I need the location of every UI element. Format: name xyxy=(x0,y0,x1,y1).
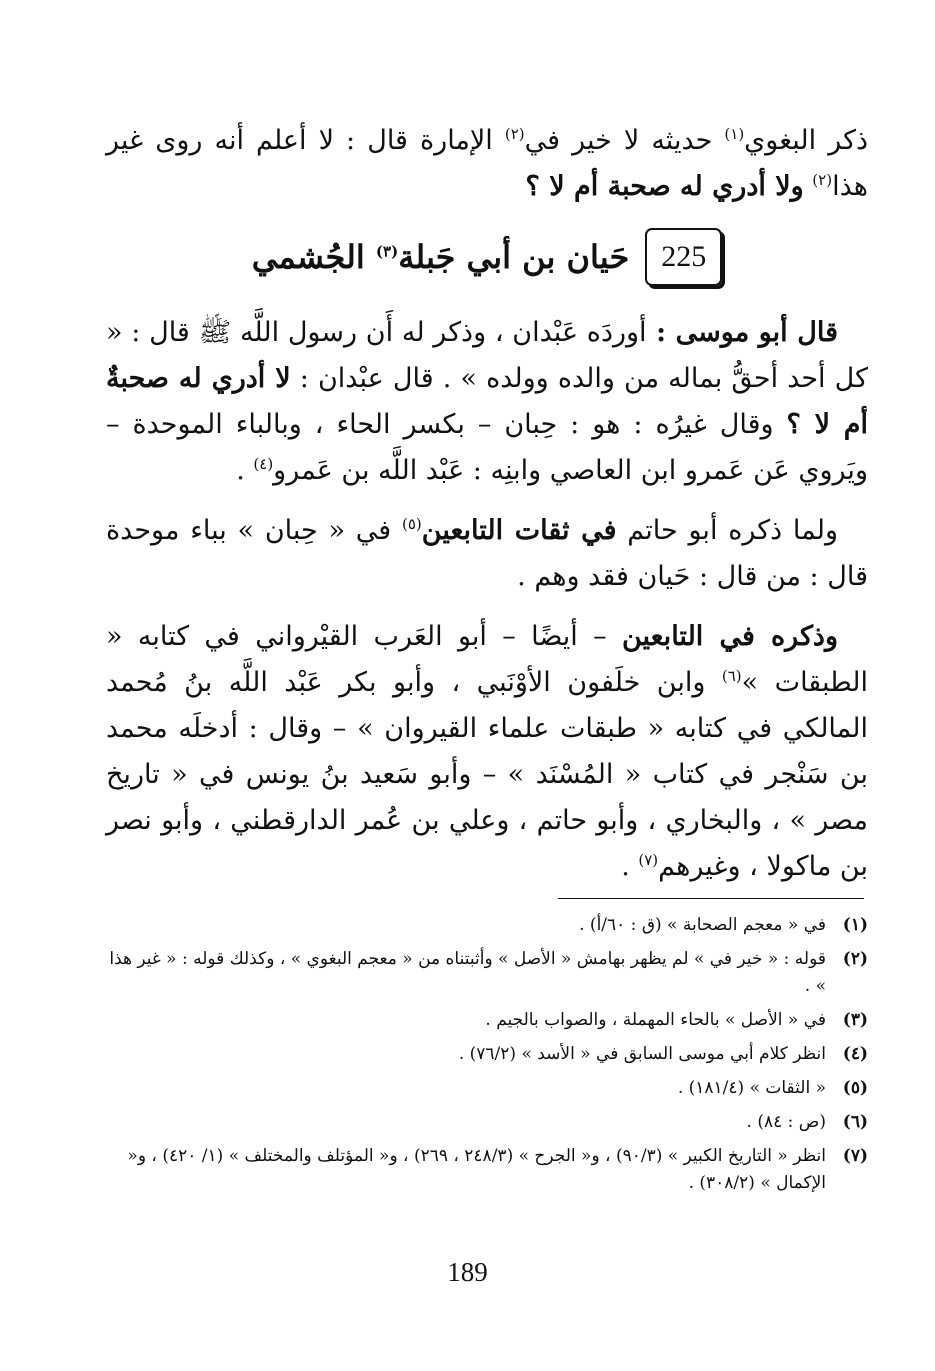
footnote xyxy=(106,1041,868,1068)
intro-text-2: حديثه لا خير في xyxy=(524,125,725,156)
p2-text-a: ولما ذكره أبو حاتم xyxy=(616,515,839,546)
p1-end: . xyxy=(236,455,254,486)
footnotes xyxy=(106,912,868,1204)
footnote xyxy=(106,1109,868,1136)
footnote xyxy=(106,946,868,1000)
paragraph-2 xyxy=(106,508,868,600)
footnote xyxy=(106,1007,868,1034)
footnote-ref-3: (٣) xyxy=(375,242,399,261)
p1-bold: قال أبو موسى : xyxy=(646,317,838,348)
paragraph-1 xyxy=(106,310,868,494)
footnote-text: انظر كلام أبي موسى السابق في « الأسد » (٧٦/٢) . xyxy=(458,1044,826,1064)
footnote-number: (٢) xyxy=(842,949,868,969)
footnote-text: (ص : ٨٤) . xyxy=(746,1112,826,1132)
footnote-divider xyxy=(558,898,864,899)
footnote-number: (٧) xyxy=(842,1146,868,1166)
footnote-text: في « معجم الصحابة » (ق : ٦٠/أ) . xyxy=(579,915,826,935)
footnote-ref-6: (٦) xyxy=(721,667,742,685)
p3-bold: وذكره في التابعين xyxy=(621,621,838,652)
footnote-number: (٥) xyxy=(842,1078,868,1098)
footnote-text: في « الأصل » بالحاء المهملة ، والصواب بالجيم . xyxy=(485,1010,826,1030)
p1-text-a: أوردَه عَبْدان ، وذكر له أَن رسول اللَّه ﷺ قال : « كل أحد أحقُّ بماله من والده وولده » . قال عبْدان : xyxy=(106,317,868,394)
p2-bold: في ثقات التابعين xyxy=(421,515,617,546)
footnote-ref-2b: (٢) xyxy=(812,171,833,189)
intro-text-3: الإمارة قال : لا أعلم أنه روى غير هذا xyxy=(106,125,868,202)
intro-paragraph xyxy=(106,118,868,210)
footnote-ref-2: (٢) xyxy=(504,125,525,143)
intro-bold: ولا أدري له صحبة أم لا ؟ xyxy=(525,171,804,202)
footnote-ref-4: (٤) xyxy=(253,455,274,473)
entry-heading xyxy=(106,228,868,286)
footnote-number: (٣) xyxy=(842,1010,868,1030)
paragraph-3 xyxy=(106,614,868,890)
footnote-number: (٦) xyxy=(842,1112,868,1132)
p1-bold-2: لا أدري له صحبةٌ أم لا ؟ xyxy=(106,363,868,440)
footnote-number: (٤) xyxy=(842,1044,868,1064)
p3-end: . xyxy=(621,851,639,882)
footnote-ref-5: (٥) xyxy=(401,515,422,533)
footnote xyxy=(106,1075,868,1102)
footnote-text: قوله : « خير في » لم يظهر بهامش « الأصل » وأثبتناه من « معجم البغوي » ، وكذلك قوله : « غير هذا » . xyxy=(109,949,826,996)
entry-number-box: 225 xyxy=(645,228,722,286)
p3-text-b: وابن خلَفون الأوْنَبي ، وأبو بكر عَبْد اللَّه بنُ مُحمد المالكي في كتابه « طبقات علماء القيروان » – وقال : أدخلَه محمد بن سَنْجر في كتاب « المُسْنَد » – وأبو سَعيد بنُ يونس في « تاريخ مصر » ، والبخاري ، وأبو حاتم ، وعلي بن عُمر الدارقطني ، وأبو نصر بن ماكولا ، وغيرهم xyxy=(106,667,868,882)
footnote-ref-7: (٧) xyxy=(638,851,659,869)
intro-text-1: ذكر البغوي xyxy=(744,125,868,156)
footnote-text: انظر « التاريخ الكبير » (٩٠/٣) ، و« الجرح » (٢٤٨/٣ ، ٢٦٩) ، و« المؤتلف والمختلف » (١/ ٤٢٠) ، و« الإكمال » (٣٠٨/٢) . xyxy=(127,1146,826,1193)
p3-text-a: – أيضًا – أبو العَرب القيْرواني في كتابه « الطبقات » xyxy=(106,621,868,698)
entry-title xyxy=(252,234,629,280)
footnote-number: (١) xyxy=(842,915,868,935)
footnote xyxy=(106,1143,868,1197)
p2-text-b: في « حِبان » بباء موحدة قال : من قال : حَيان فقد وهم . xyxy=(106,515,868,592)
footnote-ref-1: (١) xyxy=(724,125,745,143)
page-number: 189 xyxy=(447,1257,488,1287)
entry-title-b: الجُشمي xyxy=(251,238,376,276)
footnote-text: « الثقات » (١٨١/٤) . xyxy=(677,1078,826,1098)
main-text xyxy=(106,118,868,904)
footnote xyxy=(106,912,868,939)
intro-space xyxy=(804,171,813,202)
p1-text-b: وقال غيرُه : هو : حِبان – بكسر الحاء ، وبالباء الموحدة – ويَروي عَن عَمرو ابن العاصي وابنِه : عَبْد اللَّه بن عَمرو xyxy=(106,409,868,486)
entry-title-a: حَيان بن أبي جَبلة xyxy=(398,238,630,276)
